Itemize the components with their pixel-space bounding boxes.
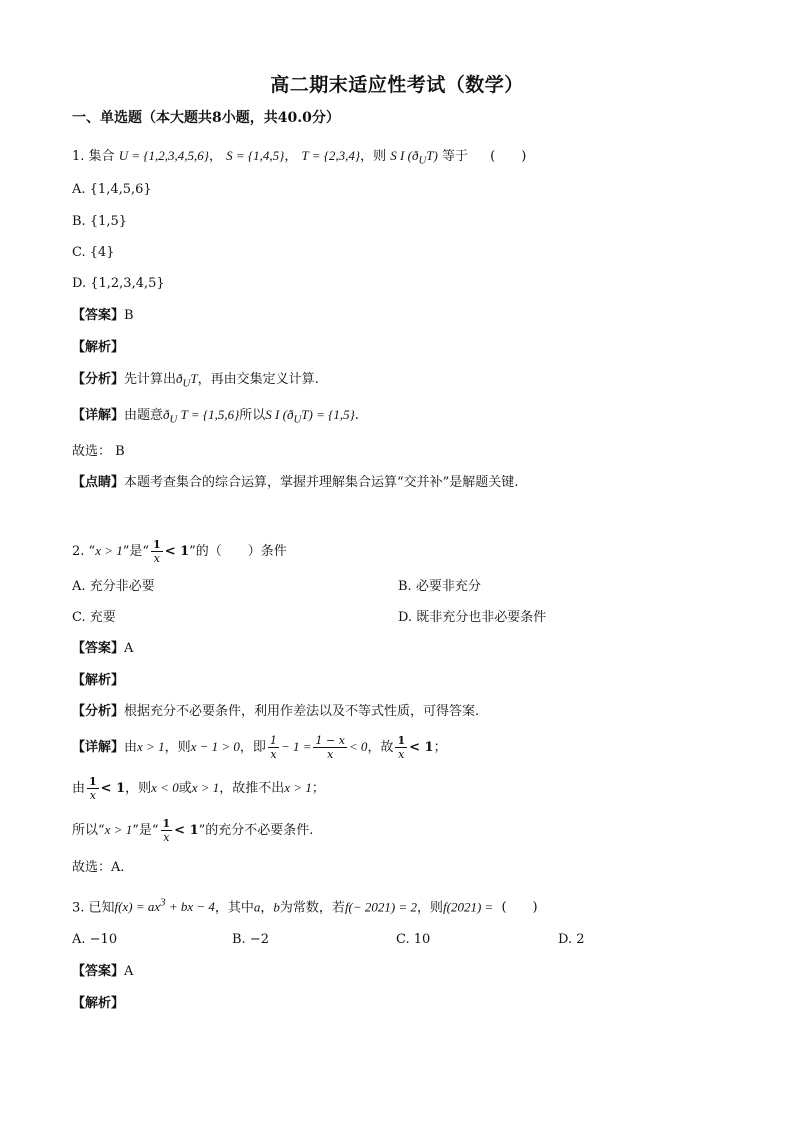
question-2-stem — [72, 538, 287, 565]
l2h: ，故推不出 — [219, 781, 285, 796]
q3-answer-paren: ( ) — [501, 900, 538, 916]
question-1-stem: 1. 集合 U = {1,2,3,4,5,6}， S = {1,4,5}， T = {2,3,4}，则 S I $(ð_UT)$ 等于 ( ) — [72, 148, 527, 167]
q3-s1: 3. 已知 — [72, 900, 115, 916]
xj-eq2: T) = {1,5} — [301, 407, 355, 422]
q2-xiangjie-line1 — [72, 732, 447, 763]
l2i: x > 1 — [284, 780, 312, 795]
d8-frac — [313, 734, 346, 761]
fenxi-text: 根据充分不必要条件，利用作差法以及不等式性质，可得答案. — [124, 704, 480, 719]
q3-a: a — [253, 899, 261, 915]
l3f: ”的充分不必要条件. — [198, 823, 314, 838]
fenxi-label: 【分析】 — [72, 372, 125, 387]
l2d: ，则 — [125, 781, 152, 796]
answer-label: 【答案】 — [72, 641, 125, 656]
q3-ask: f(2021) = — [443, 899, 494, 915]
q1-xiangjie — [72, 405, 359, 430]
q2-x-gt-1: x > 1 — [95, 543, 123, 558]
l2b-frac — [87, 775, 99, 802]
q2-option-c: C. 充要 — [72, 610, 116, 625]
question-3-stem — [72, 893, 538, 918]
q1-fenxi — [72, 369, 319, 394]
q1-option-b: B. {1,5} — [72, 214, 128, 229]
q3-option-c: C. 10 — [396, 932, 431, 947]
q1-expr-tail: T) — [426, 148, 438, 163]
q2-s1: 2. “ — [72, 544, 96, 559]
answer-value: A — [124, 641, 134, 656]
l3b: x > 1 — [104, 822, 133, 837]
fenxi-pre: 先计算出 — [124, 372, 177, 387]
q2-option-d: D. 既非充分也非必要条件 — [398, 610, 547, 625]
xj-sub1: U — [169, 413, 178, 426]
xiangjie-label: 【详解】 — [72, 408, 125, 423]
q3-option-d: D. 2 — [558, 932, 585, 947]
q2-lt1: < 1 — [164, 544, 190, 559]
xiangjie-expr1 — [163, 407, 240, 426]
q1-expr-sub: U — [418, 154, 427, 167]
q3-s2: ，其中 — [214, 900, 254, 916]
d9: < 0 — [348, 739, 368, 754]
d2: x > 1 — [137, 739, 165, 754]
q1-option-d: D. {1,2,3,4,5} — [72, 276, 165, 291]
q3-option-b: B. −2 — [232, 932, 269, 947]
fenxi-expr — [176, 371, 198, 390]
d13: ； — [433, 740, 447, 755]
q2-s3: ”的（ ）条件 — [189, 544, 287, 559]
q2-option-b: B. 必要非充分 — [398, 579, 481, 594]
d7: − 1 = — [280, 739, 312, 754]
q1-equals: 等于 — [441, 149, 468, 164]
q2-analysis-label: 【解析】 — [72, 673, 125, 688]
q1-option-a: A. {1,4,5,6} — [72, 182, 152, 197]
q1-set-t: T = {2,3,4} — [301, 148, 361, 163]
xj-sub2: U — [293, 413, 302, 426]
d11-frac — [395, 734, 407, 761]
l2f: 或 — [178, 781, 192, 796]
dianjing-text: 本题考查集合的综合运算，掌握并理解集合运算“交并补”是解题关键. — [124, 475, 519, 490]
d8-num: 1 − x — [315, 734, 345, 747]
q2-xiangjie-line3 — [72, 815, 313, 846]
answer-label: 【答案】 — [72, 308, 125, 323]
q1-prefix: 1. 集合 — [72, 149, 115, 164]
q3-option-a: A. −10 — [72, 932, 118, 947]
l2b-num: 1 — [89, 775, 97, 788]
fenxi-c: ð — [176, 371, 183, 386]
d6-den: x — [270, 748, 277, 761]
d1: 由 — [124, 740, 138, 755]
d8-den: x — [327, 748, 334, 761]
q3-s3: 为常数，若 — [279, 900, 345, 916]
q1-dianjing — [72, 473, 518, 493]
l3d-frac — [161, 817, 173, 844]
xiangjie-expr2 — [265, 407, 355, 426]
xiangjie-mid: 所以 — [239, 408, 266, 423]
xj-c1: ð — [163, 407, 170, 422]
d5: ，即 — [239, 740, 266, 755]
l3e: < 1 — [174, 823, 199, 838]
fenxi-post: ，再由交集定义计算. — [197, 372, 319, 387]
q2-xiangjie-line2 — [72, 773, 325, 804]
l2j: ； — [311, 781, 325, 796]
q1-expr-main: S I (ð — [390, 148, 419, 163]
d12: < 1 — [409, 740, 434, 755]
q3-s4: ，则 — [417, 900, 444, 916]
l3c: ”是“ — [132, 823, 159, 838]
answer-value: A — [124, 964, 134, 979]
xj-eq1: T = {1,5,6} — [180, 407, 240, 422]
q1-answer — [72, 306, 134, 326]
l2e: x < 0 — [151, 780, 179, 795]
d11-num: 1 — [397, 734, 406, 747]
q2-option-a: A. 充分非必要 — [72, 579, 155, 594]
answer-value: B — [124, 308, 134, 323]
d4: x − 1 > 0 — [190, 739, 240, 754]
section-heading: 一、单选题（本大题共8小题，共40.0分） — [72, 110, 340, 126]
q3-answer — [72, 962, 133, 982]
fenxi-t: T — [190, 371, 198, 386]
xiangjie-label: 【详解】 — [72, 740, 125, 755]
q1-set-s: S = {1,4,5} — [226, 148, 285, 163]
xj-c2: S I (ð — [265, 407, 294, 422]
q1-option-c: C. {4} — [72, 245, 115, 260]
q3-analysis-label: 【解析】 — [72, 996, 125, 1011]
dianjing-label: 【点睛】 — [72, 475, 125, 490]
d3: ，则 — [164, 740, 191, 755]
d10: ，故 — [367, 740, 394, 755]
xiangjie-pre: 由题意 — [124, 408, 164, 423]
answer-label: 【答案】 — [72, 964, 125, 979]
q2-frac-num: 1 — [153, 538, 161, 551]
l3d-den: x — [163, 831, 170, 844]
l3a: 所以“ — [72, 823, 105, 838]
q2-frac-den: x — [153, 552, 160, 565]
l2b-den: x — [89, 789, 96, 802]
q1-answer-paren: ( ) — [490, 149, 527, 164]
page-title: 高二期末适应性考试（数学） — [270, 74, 524, 96]
l2g: x > 1 — [191, 780, 220, 795]
d11-den: x — [398, 748, 405, 761]
q2-frac — [151, 538, 163, 565]
q3-fx-main: f(x) = ax — [114, 899, 161, 915]
q3-comma: ， — [260, 900, 274, 916]
fenxi-label: 【分析】 — [72, 704, 125, 719]
q2-fenxi — [72, 702, 479, 722]
q2-choose: 故选：A. — [72, 860, 125, 875]
q1-choose: 故选： B — [72, 444, 125, 459]
l2a: 由 — [72, 781, 86, 796]
q2-answer — [72, 639, 133, 659]
q3-cond: f(− 2021) = 2 — [344, 899, 418, 915]
l2c: < 1 — [100, 781, 126, 796]
q3-fx-tail: + bx − 4 — [165, 899, 215, 915]
q1-expression — [390, 148, 438, 167]
xiangjie-end: . — [354, 408, 359, 423]
q1-set-u: U = {1,2,3,4,5,6} — [118, 148, 209, 163]
q3-b: b — [273, 899, 280, 915]
q3-fx — [115, 899, 215, 914]
d6-frac — [268, 734, 279, 761]
fenxi-sub: U — [182, 377, 191, 390]
q2-s2: ”是“ — [122, 544, 150, 559]
q1-then: ，则 — [360, 149, 387, 164]
d6-num: 1 — [269, 734, 277, 747]
q1-analysis-label: 【解析】 — [72, 340, 125, 355]
q3-fx-sup: 3 — [160, 897, 166, 909]
l3d-num: 1 — [162, 817, 171, 830]
